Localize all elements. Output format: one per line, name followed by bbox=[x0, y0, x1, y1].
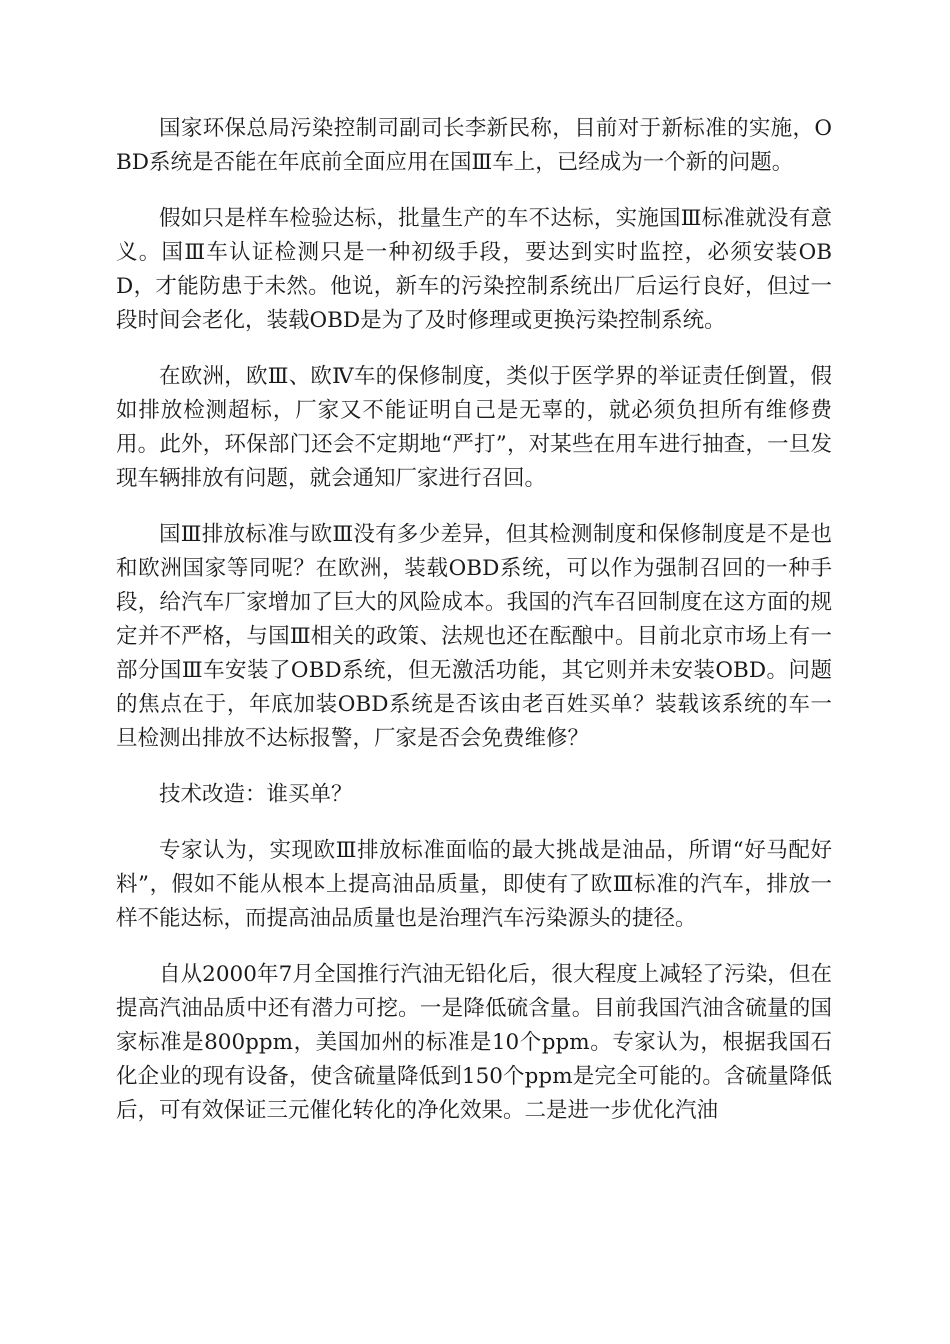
paragraph-2: 假如只是样车检验达标，批量生产的车不达标，实施国Ⅲ标准就没有意义。国Ⅲ车认证检测只是一种初级手段，要达到实时监控，必须安装OBD，才能防患于未然。他说，新车的污染控制系统出厂后运行良好，但过一段时间会老化，装载OBD是为了及时修理或更换污染控制系统。 bbox=[116, 206, 832, 333]
paragraph-5: 专家认为，实现欧Ⅲ排放标准面临的最大挑战是油品，所谓“好马配好料”，假如不能从根本上提高油品质量，即使有了欧Ⅲ标准的汽车，排放一样不能达标，而提高油品质量也是治理汽车污染源头的捷径。 bbox=[116, 838, 832, 931]
paragraph-3: 在欧洲，欧Ⅲ、欧Ⅳ车的保修制度，类似于医学界的举证责任倒置，假如排放检测超标，厂家又不能证明自己是无辜的，就必须负担所有维修费用。此外，环保部门还会不定期地“严打”，对某些在用车进行抽查，一旦发现车辆排放有问题，就会通知厂家进行召回。 bbox=[116, 364, 832, 491]
section-heading: 技术改造：谁买单？ bbox=[159, 782, 353, 807]
document-body bbox=[116, 112, 832, 1150]
paragraph-1: 国家环保总局污染控制司副司长李新民称，目前对于新标准的实施，OBD系统是否能在年底前全面应用在国Ⅲ车上，已经成为一个新的问题。 bbox=[116, 116, 832, 175]
paragraph-4: 国Ⅲ排放标准与欧Ⅲ没有多少差异，但其检测制度和保修制度是不是也和欧洲国家等同呢？在欧洲，装载OBD系统，可以作为强制召回的一种手段，给汽车厂家增加了巨大的风险成本。我国的汽车召回制度在这方面的规定并不严格，与国Ⅲ相关的政策、法规也还在酝酿中。目前北京市场上有一部分国Ⅲ车安装了OBD系统，但无激活功能，其它则并未安装OBD。问题的焦点在于，年底加装OBD系统是否该由老百姓买单？装载该系统的车一旦检测出排放不达标报警，厂家是否会免费维修？ bbox=[116, 522, 832, 751]
paragraph-6: 自从2000年7月全国推行汽油无铅化后，很大程度上减轻了污染，但在提高汽油品质中还有潜力可挖。一是降低硫含量。目前我国汽油含硫量的国家标准是800ppm，美国加州的标准是10个ppm。专家认为，根据我国石化企业的现有设备，使含硫量降低到150个ppm是完全可能的。含硫量降低后，可有效保证三元催化转化的净化效果。二是进一步优化汽油 bbox=[116, 962, 832, 1123]
